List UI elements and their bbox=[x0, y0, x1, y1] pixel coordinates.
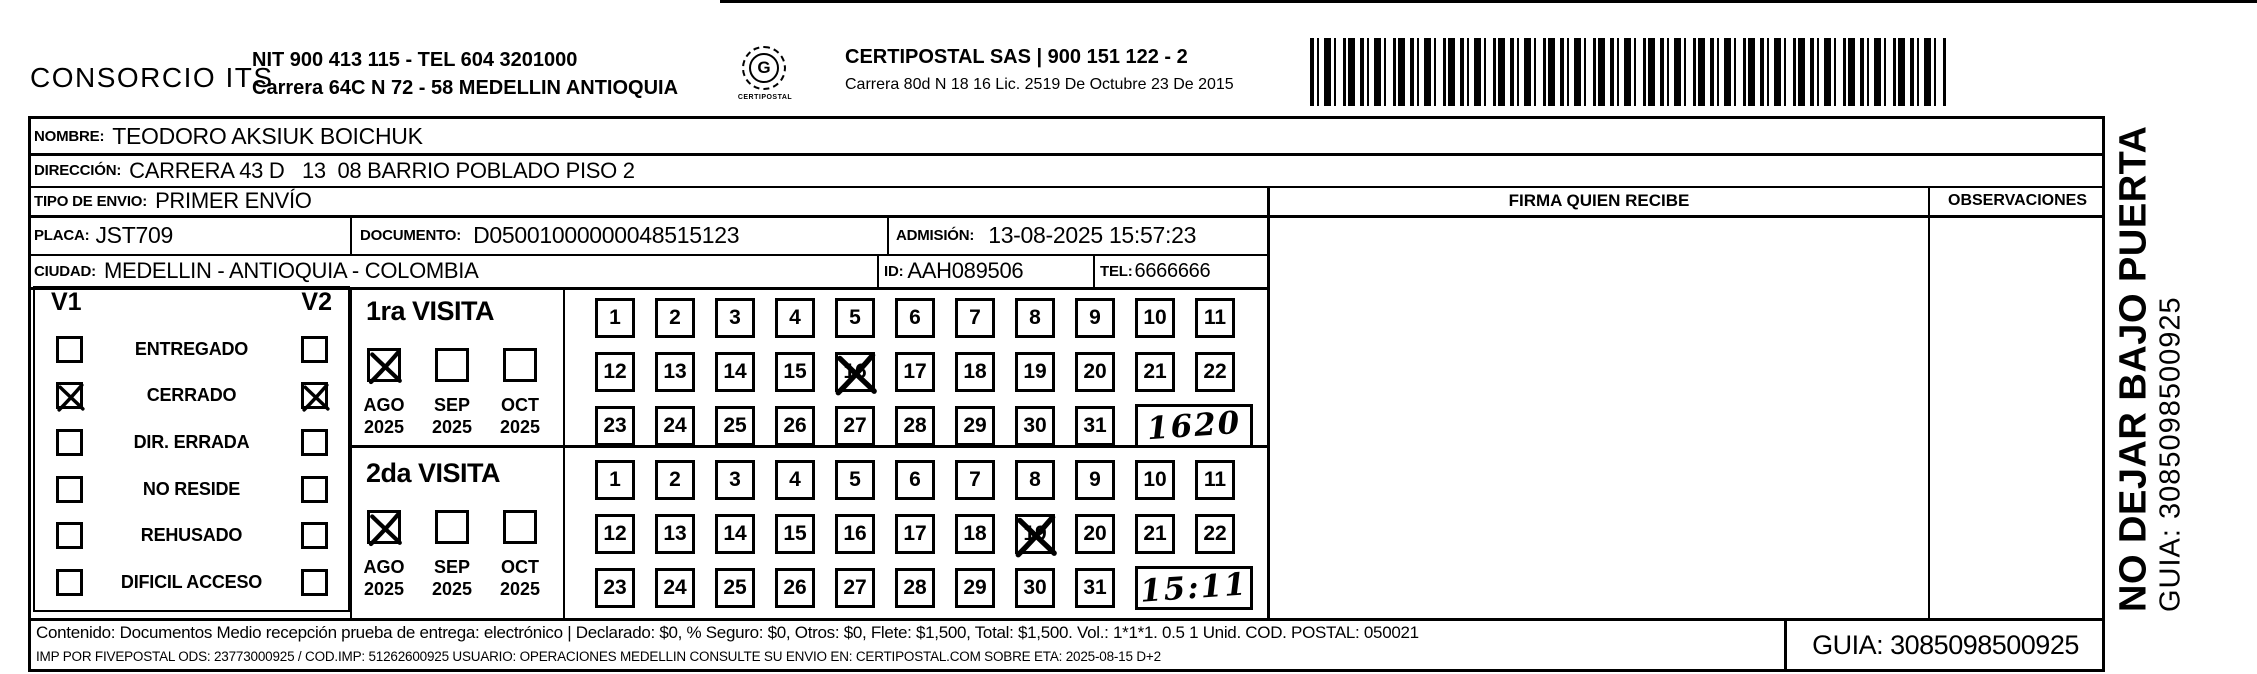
day-box[interactable]: 4 bbox=[775, 298, 815, 338]
side-note bbox=[2113, 92, 2188, 612]
ciudad-value: MEDELLIN - ANTIOQUIA - COLOMBIA bbox=[103, 258, 479, 283]
tel-label: TEL: bbox=[1100, 262, 1133, 280]
partner-block bbox=[845, 46, 1234, 94]
v2-header: V2 bbox=[301, 288, 332, 316]
day-box[interactable]: 10 bbox=[1135, 460, 1175, 500]
day-box[interactable]: 15 bbox=[775, 514, 815, 554]
day-box-crossed[interactable]: 19 bbox=[1015, 514, 1055, 554]
handwritten-time: 15:11 bbox=[1139, 566, 1249, 610]
tel-row bbox=[1100, 255, 1210, 287]
company-nit-address bbox=[252, 46, 678, 102]
handwritten-time: 1620 bbox=[1145, 404, 1243, 448]
status-label: DIR. ERRADA bbox=[133, 432, 250, 453]
status-label: CERRADO bbox=[146, 385, 237, 406]
day-box[interactable]: 9 bbox=[1075, 298, 1115, 338]
day-box[interactable]: 31 bbox=[1075, 568, 1115, 608]
day-box[interactable]: 14 bbox=[715, 352, 755, 392]
day-box[interactable]: 3 bbox=[715, 298, 755, 338]
month-option bbox=[426, 348, 478, 438]
time-note-box bbox=[1135, 404, 1253, 448]
checkbox[interactable] bbox=[301, 569, 328, 596]
day-box[interactable]: 19 bbox=[1015, 352, 1055, 392]
footer-contenido-line: Contenido: Documentos Medio recepción prueba de entrega: electrónico | Declarado: $0, % Seguro: $0, Otros: $0, Flete: $1,500, Total: $1,500. Vol.: 1*1*1. 0.5 1 Unid. COD. POSTAL: 050021 bbox=[36, 623, 1419, 642]
day-box[interactable]: 2 bbox=[655, 460, 695, 500]
placa-value: JST709 bbox=[95, 221, 173, 248]
checkbox[interactable] bbox=[56, 429, 83, 456]
month-option bbox=[494, 348, 546, 438]
id-row bbox=[884, 255, 1023, 287]
observaciones-column-header: OBSERVACIONES bbox=[1948, 191, 2087, 209]
firma-column-header: FIRMA QUIEN RECIBE bbox=[1508, 190, 1690, 210]
status-row bbox=[41, 513, 342, 560]
day-box[interactable]: 11 bbox=[1195, 298, 1235, 338]
year-label: 2025 bbox=[431, 417, 473, 437]
day-box[interactable]: 21 bbox=[1135, 514, 1175, 554]
nombre-label: NOMBRE: bbox=[34, 127, 105, 145]
checkbox-checked[interactable] bbox=[56, 382, 83, 409]
day-box[interactable]: 27 bbox=[835, 568, 875, 608]
day-box[interactable]: 7 bbox=[955, 298, 995, 338]
day-box[interactable]: 6 bbox=[895, 298, 935, 338]
status-label: ENTREGADO bbox=[134, 338, 249, 359]
year-label: 2025 bbox=[499, 579, 541, 599]
status-row bbox=[41, 419, 342, 466]
nombre-value: TEODORO AKSIUK BOICHUK bbox=[112, 122, 423, 149]
day-box[interactable]: 24 bbox=[655, 568, 695, 608]
day-box[interactable]: 31 bbox=[1075, 406, 1115, 446]
company-nit-line: NIT 900 413 115 - TEL 604 3201000 bbox=[252, 49, 578, 71]
placa-row bbox=[34, 216, 173, 254]
signature-area bbox=[1270, 215, 1928, 618]
day-box[interactable]: 23 bbox=[595, 568, 635, 608]
tel-value: 6666666 bbox=[1134, 259, 1211, 282]
checkbox[interactable] bbox=[301, 429, 328, 456]
direccion-value: CARRERA 43 D 13 08 BARRIO POBLADO PISO 2 bbox=[129, 157, 635, 183]
checkbox-checked[interactable] bbox=[367, 510, 401, 544]
day-box[interactable]: 17 bbox=[895, 514, 935, 554]
documento-label: DOCUMENTO: bbox=[360, 226, 462, 244]
year-label: 2025 bbox=[363, 417, 405, 437]
status-label: DIFICIL ACCESO bbox=[120, 572, 263, 593]
observations-area bbox=[1930, 215, 2105, 618]
day-box[interactable]: 2 bbox=[655, 298, 695, 338]
status-label: NO RESIDE bbox=[142, 478, 241, 499]
day-box[interactable]: 21 bbox=[1135, 352, 1175, 392]
barcode bbox=[1310, 38, 1947, 106]
admision-label: ADMISIÓN: bbox=[896, 226, 975, 244]
status-rows bbox=[41, 326, 342, 606]
checkbox[interactable] bbox=[56, 569, 83, 596]
checkbox[interactable] bbox=[56, 522, 83, 549]
status-row bbox=[41, 326, 342, 373]
year-label: 2025 bbox=[499, 417, 541, 437]
day-box[interactable]: 6 bbox=[895, 460, 935, 500]
day-box[interactable]: 30 bbox=[1015, 406, 1055, 446]
day-box[interactable]: 28 bbox=[895, 568, 935, 608]
side-guia-text: GUIA: 3085098500925 bbox=[2154, 296, 2187, 612]
admision-row bbox=[896, 216, 1196, 254]
day-box[interactable]: 13 bbox=[655, 514, 695, 554]
month-option bbox=[494, 510, 546, 600]
year-label: 2025 bbox=[431, 579, 473, 599]
day-box[interactable]: 22 bbox=[1195, 352, 1235, 392]
visit1-title: 1ra VISITA bbox=[366, 296, 495, 326]
year-label: 2025 bbox=[363, 579, 405, 599]
ciudad-row bbox=[34, 255, 479, 287]
visit1-months bbox=[358, 348, 546, 438]
partner-address: Carrera 80d N 18 16 Lic. 2519 De Octubre 23 De 2015 bbox=[845, 76, 1234, 93]
checkbox[interactable] bbox=[503, 348, 537, 382]
day-box[interactable]: 26 bbox=[775, 406, 815, 446]
day-box[interactable]: 8 bbox=[1015, 460, 1055, 500]
tipo-envio-row bbox=[34, 187, 312, 215]
day-box[interactable]: 13 bbox=[655, 352, 695, 392]
direccion-row bbox=[34, 155, 635, 186]
time-note-box bbox=[1135, 566, 1253, 610]
checkbox[interactable] bbox=[503, 510, 537, 544]
delivery-status-panel bbox=[33, 286, 350, 612]
day-box[interactable]: 27 bbox=[835, 406, 875, 446]
checkbox[interactable] bbox=[301, 522, 328, 549]
month-label: SEP bbox=[433, 395, 471, 415]
day-row bbox=[595, 568, 1253, 608]
ciudad-label: CIUDAD: bbox=[34, 262, 96, 280]
checkbox[interactable] bbox=[435, 510, 469, 544]
footer-imp-line: IMP POR FIVEPOSTAL ODS: 23773000925 / COD.IMP: 51262600925 USUARIO: OPERACIONES MEDELLIN CONSULTE SU ENVIO EN: CERTIPOSTAL.COM SOBRE ETA: 2025-08-15 D+2 bbox=[36, 649, 1161, 664]
day-row bbox=[595, 298, 1253, 338]
status-row bbox=[41, 466, 342, 513]
day-box[interactable]: 25 bbox=[715, 568, 755, 608]
day-box[interactable]: 29 bbox=[955, 406, 995, 446]
visit2-day-grid bbox=[595, 460, 1253, 622]
no-dejar-text: NO DEJAR BAJO PUERTA bbox=[2112, 125, 2155, 612]
day-box[interactable]: 18 bbox=[955, 352, 995, 392]
day-box[interactable]: 12 bbox=[595, 352, 635, 392]
visit2-months bbox=[358, 510, 546, 600]
visit2-title: 2da VISITA bbox=[366, 458, 501, 488]
footer-guia-cell: GUIA: 3085098500925 bbox=[1812, 630, 2079, 660]
visit1-day-grid bbox=[595, 298, 1253, 460]
admision-value: 13-08-2025 15:57:23 bbox=[988, 221, 1197, 248]
day-box[interactable]: 10 bbox=[1135, 298, 1175, 338]
day-box[interactable]: 20 bbox=[1075, 352, 1115, 392]
day-box[interactable]: 9 bbox=[1075, 460, 1115, 500]
month-label: SEP bbox=[433, 557, 471, 577]
tipo-envio-value: PRIMER ENVÍO bbox=[155, 188, 312, 213]
v1-header: V1 bbox=[51, 288, 82, 316]
company-name: CONSORCIO ITS bbox=[30, 62, 274, 93]
day-box[interactable]: 20 bbox=[1075, 514, 1115, 554]
day-box[interactable]: 28 bbox=[895, 406, 935, 446]
id-value: AAH089506 bbox=[907, 258, 1024, 283]
checkbox[interactable] bbox=[435, 348, 469, 382]
placa-label: PLACA: bbox=[34, 226, 90, 244]
day-box[interactable]: 22 bbox=[1195, 514, 1235, 554]
day-box[interactable]: 4 bbox=[775, 460, 815, 500]
day-box[interactable]: 25 bbox=[715, 406, 755, 446]
day-box[interactable]: 1 bbox=[595, 460, 635, 500]
day-box[interactable]: 26 bbox=[775, 568, 815, 608]
day-box[interactable]: 7 bbox=[955, 460, 995, 500]
month-option bbox=[358, 348, 410, 438]
logo-caption: CERTIPOSTAL bbox=[737, 94, 793, 101]
logo-glyph: G bbox=[749, 53, 779, 83]
checkbox-checked[interactable] bbox=[301, 382, 328, 409]
month-label: AGO bbox=[363, 557, 405, 577]
certipostal-logo-icon bbox=[742, 46, 786, 90]
checkbox[interactable] bbox=[56, 336, 83, 363]
checkbox-checked[interactable] bbox=[367, 348, 401, 382]
partner-line: CERTIPOSTAL SAS | 900 151 122 - 2 bbox=[845, 46, 1188, 68]
direccion-label: DIRECCIÓN: bbox=[34, 162, 122, 179]
scan-artifact-line bbox=[720, 0, 2257, 3]
nombre-row bbox=[34, 119, 423, 153]
day-row bbox=[595, 460, 1253, 500]
month-option bbox=[426, 510, 478, 600]
status-label: REHUSADO bbox=[140, 525, 243, 546]
day-row bbox=[595, 352, 1253, 392]
day-box[interactable]: 30 bbox=[1015, 568, 1055, 608]
day-row bbox=[595, 406, 1253, 446]
id-label: ID: bbox=[884, 262, 904, 280]
month-label: OCT bbox=[501, 557, 539, 577]
day-box[interactable]: 17 bbox=[895, 352, 935, 392]
day-box[interactable]: 18 bbox=[955, 514, 995, 554]
day-box[interactable]: 24 bbox=[655, 406, 695, 446]
day-box[interactable]: 15 bbox=[775, 352, 815, 392]
checkbox[interactable] bbox=[56, 476, 83, 503]
documento-value: D05001000000048515123 bbox=[473, 221, 740, 248]
status-row bbox=[41, 373, 342, 420]
day-box[interactable]: 14 bbox=[715, 514, 755, 554]
day-box[interactable]: 5 bbox=[835, 298, 875, 338]
day-box[interactable]: 12 bbox=[595, 514, 635, 554]
checkbox[interactable] bbox=[301, 336, 328, 363]
day-box-crossed[interactable]: 16 bbox=[835, 352, 875, 392]
day-box[interactable]: 23 bbox=[595, 406, 635, 446]
checkbox[interactable] bbox=[301, 476, 328, 503]
month-option bbox=[358, 510, 410, 600]
day-box[interactable]: 8 bbox=[1015, 298, 1055, 338]
day-box[interactable]: 1 bbox=[595, 298, 635, 338]
day-box[interactable]: 5 bbox=[835, 460, 875, 500]
documento-row bbox=[360, 216, 739, 254]
day-box[interactable]: 11 bbox=[1195, 460, 1235, 500]
day-box[interactable]: 16 bbox=[835, 514, 875, 554]
day-box[interactable]: 3 bbox=[715, 460, 755, 500]
month-label: OCT bbox=[501, 395, 539, 415]
day-row bbox=[595, 514, 1253, 554]
day-box[interactable]: 29 bbox=[955, 568, 995, 608]
tipo-envio-label: TIPO DE ENVIO: bbox=[34, 192, 148, 210]
month-label: AGO bbox=[363, 395, 405, 415]
status-row bbox=[41, 559, 342, 606]
company-address-line: Carrera 64C N 72 - 58 MEDELLIN ANTIOQUIA bbox=[252, 77, 679, 99]
